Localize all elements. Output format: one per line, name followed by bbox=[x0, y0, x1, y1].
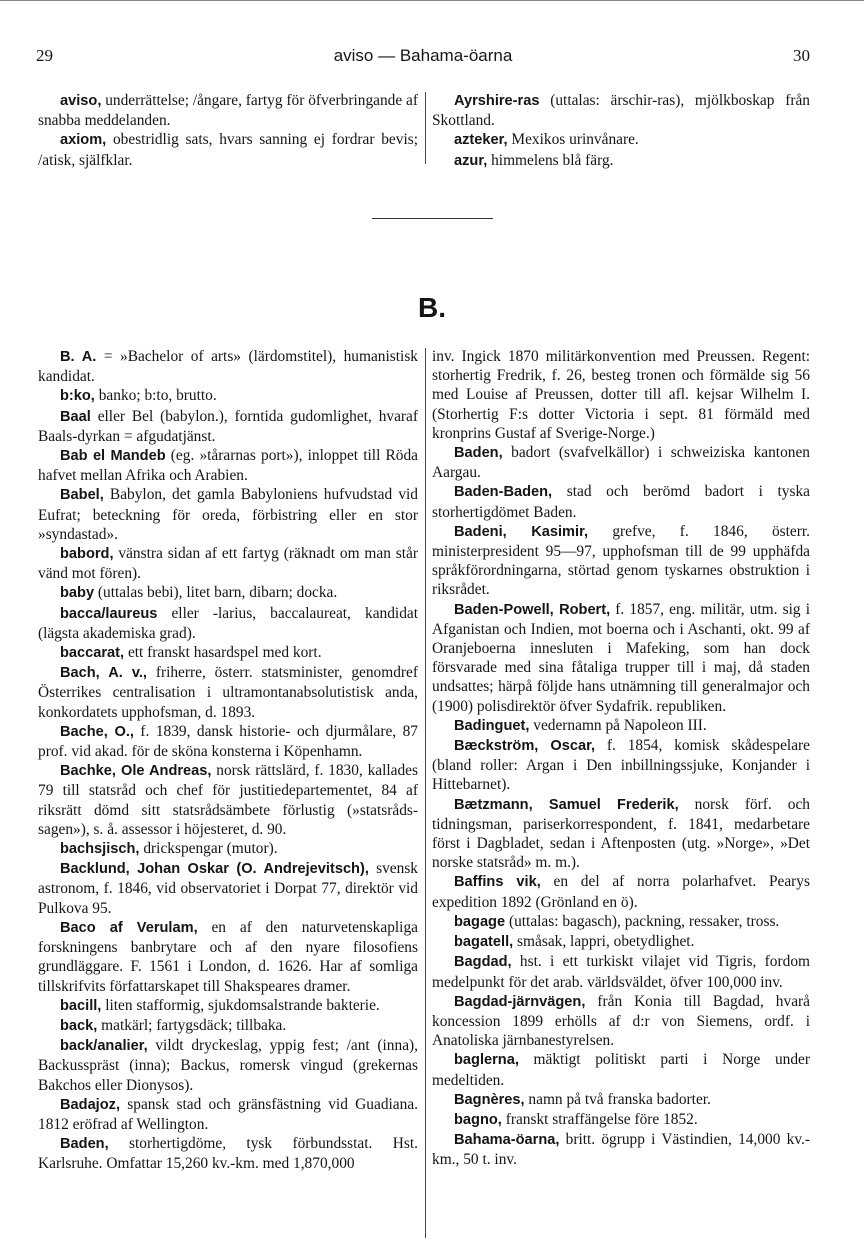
entry-definition: badort (svafvelkällor) i schweiziska kantonen Aargau. bbox=[432, 444, 810, 482]
entry-headword: Ayrshire-ras bbox=[454, 93, 540, 109]
entry-headword: bagage bbox=[454, 913, 506, 930]
dictionary-entry bbox=[432, 716, 810, 736]
entry-definition: underrättelse; /ångare, fartyg för öfverbringande af snabba meddelanden. bbox=[38, 92, 419, 130]
entry-headword: baglerna, bbox=[454, 1052, 519, 1069]
entry-definition: obestridlig sats, hvars sanning ej fordrar bevis; /atisk, själfklar. bbox=[38, 131, 418, 169]
dictionary-entry bbox=[38, 1095, 418, 1134]
entry-headword: Bætzmann, Samuel Frederik, bbox=[454, 796, 679, 813]
entry-headword: Baffins vik, bbox=[454, 874, 541, 891]
dictionary-entry bbox=[38, 663, 418, 722]
dictionary-entry bbox=[432, 91, 810, 130]
entry-headword: back, bbox=[60, 1017, 98, 1034]
entry-definition: norsk förf. och tidningsman, pariserkorrespondent, f. 1841, medarbetare först i Dagbladet, sedan i Aftenposten (utg. »Norge», »Det norske statsråd» m. m.). bbox=[432, 795, 810, 872]
entry-definition: en del af norra polarhafvet. Pearys expedition 1892 (Grönland en ö). bbox=[432, 873, 810, 911]
entry-definition: eller Bel (babylon.), forntida gudomlighet, hvaraf Baals-dyrkan = afgudatjänst. bbox=[38, 407, 418, 445]
entry-headword: bacca/laureus bbox=[60, 605, 158, 622]
entry-definition: (uttalas: bagasch), packning, ressaker, tross. bbox=[505, 912, 780, 930]
entry-headword: azteker, bbox=[454, 132, 508, 149]
entry-definition: banko; b:to, brutto. bbox=[94, 387, 217, 405]
dictionary-entry bbox=[432, 992, 810, 1051]
entry-definition: spansk stad och gränsfästning vid Guadiana. 1812 eröfrad af Wellington. bbox=[38, 1095, 418, 1133]
entry-definition: f. 1854, komisk skådespelare (bland roller: Argan i Den inbillningssjuke, Konjander i Hittebarnet). bbox=[432, 737, 810, 794]
entry-headword: Badeni, Kasimir, bbox=[454, 523, 589, 540]
dictionary-entry bbox=[432, 130, 810, 150]
entry-headword: axiom, bbox=[60, 132, 107, 149]
entry-headword: Babel, bbox=[60, 487, 104, 504]
entry-headword: b:ko, bbox=[60, 388, 95, 405]
dictionary-entry bbox=[432, 795, 810, 873]
entry-headword: Baden-Baden, bbox=[454, 484, 553, 501]
entry-definition: franskt straffängelse före 1852. bbox=[501, 1110, 698, 1128]
entry-headword: bagatell, bbox=[454, 934, 514, 951]
dictionary-entry bbox=[432, 872, 810, 911]
entry-definition: inv. Ingick 1870 militärkonvention med Preussen. Regent: storhertig Fredrik, f. 26, besteg tronen och förmälde sig 56 med Louise af Preussen, dotter till afl. kejsar Wilhelm I. (Storhertig F:s dotter Victoria i sept. 81 förmäld med kronprins Gustaf af Sverige-Norge.) bbox=[432, 348, 810, 442]
entry-headword: aviso, bbox=[60, 93, 102, 109]
entry-definition: mäktigt politiskt parti i Norge under medeltiden. bbox=[432, 1051, 810, 1089]
page-number-left: 29 bbox=[36, 46, 53, 65]
main-right-column bbox=[432, 347, 810, 1170]
dictionary-entry bbox=[38, 604, 418, 643]
dictionary-entry bbox=[38, 446, 418, 485]
dictionary-entry bbox=[432, 522, 810, 600]
entry-definition: vildt dryckeslag, yppig fest; /ant (inna), Backusspräst (inna); Backus, romersk vingud (grekernas Bakchos eller Dionysos). bbox=[38, 1037, 418, 1094]
dictionary-entry bbox=[432, 1050, 810, 1089]
dictionary-entry bbox=[38, 918, 418, 996]
dictionary-entry bbox=[38, 1134, 418, 1173]
entry-headword: Badajoz, bbox=[60, 1096, 121, 1113]
entry-definition: namn på två franska badorter. bbox=[524, 1090, 711, 1108]
entry-headword: B. A. bbox=[60, 349, 97, 365]
dictionary-entry bbox=[38, 1036, 418, 1095]
dictionary-entry bbox=[38, 91, 418, 130]
column-divider-main bbox=[425, 348, 426, 1238]
dictionary-entry bbox=[432, 151, 810, 171]
entry-definition: (eg. »tårarnas port»), inloppet till Röda hafvet mellan Afrika och Arabien. bbox=[38, 447, 419, 485]
entry-headword: baby bbox=[60, 585, 95, 602]
entry-definition: = »Bachelor of arts» (lärdomstitel), humanistisk kandidat. bbox=[38, 348, 418, 386]
top-right-column bbox=[432, 91, 810, 171]
entry-definition: britt. ögrupp i Västindien, 14,000 kv.-km., 50 t. inv. bbox=[432, 1131, 810, 1169]
entry-headword: bacill, bbox=[60, 997, 102, 1014]
dictionary-entry bbox=[38, 485, 418, 544]
entry-definition: Babylon, det gamla Babyloniens hufvudstad vid Eufrat; beteckning för oreda, förbistring eller en stor »syndastad». bbox=[38, 486, 418, 543]
entry-headword: Baden, bbox=[60, 1136, 109, 1153]
dictionary-entry bbox=[38, 386, 418, 406]
entry-definition: hst. i ett turkiskt vilajet vid Tigris, fordom medelpunkt för det arab. världsväldet, öfver 100,000 inv. bbox=[432, 953, 810, 991]
entry-headword: azur, bbox=[454, 152, 488, 169]
dictionary-entry bbox=[38, 347, 418, 386]
entry-definition: liten stafformig, sjukdomsalstrande bakterie. bbox=[101, 996, 380, 1014]
entry-definition: eller -larius, baccalaureat, kandidat (lägsta akademiska grad). bbox=[38, 604, 418, 642]
entry-headword: baccarat, bbox=[60, 645, 125, 662]
dictionary-entry bbox=[432, 443, 810, 482]
dictionary-entry bbox=[432, 1110, 810, 1130]
entry-definition: storhertigdöme, tysk förbundsstat. Hst. Karlsruhe. Omfattar 15,260 kv.-km. med 1,870,000 bbox=[38, 1135, 418, 1173]
entry-definition: stad och berömd badort i tyska storhertigdömet Baden. bbox=[432, 483, 810, 521]
entry-definition: (uttalas: ärschir-ras), mjölkboskap från Skottland. bbox=[432, 92, 810, 130]
dictionary-entry bbox=[432, 736, 810, 795]
entry-definition: f. 1857, eng. militär, utm. sig i Afganistan och Indien, mot boerna och i Aschanti, okt. 99 af Oranjeboerna innesluten i Mafeking, som han dock försvarade med sina fåtaliga trupper till i maj, då staden undsattes; härpå följde hans utnämning till generalmajor och (1900) polisdirektör öfver Sydafrik. republiken. bbox=[432, 600, 810, 715]
entry-headword: babord, bbox=[60, 546, 114, 563]
entry-headword: Bab el Mandeb bbox=[60, 448, 166, 465]
entry-definition: friherre, österr. statsminister, genomdref Österrikes centralisation i ultramontanabsolutistisk anda, konkordatets upphofsman, d. 1893. bbox=[38, 664, 418, 721]
entry-definition: från Konia till Bagdad, hvarå koncession 1899 erhölls af d:r von Siemens, ordf. i Anatoliska järnbanestyrelsen. bbox=[432, 992, 810, 1050]
dictionary-entry bbox=[38, 722, 418, 761]
entry-definition: vedernamn på Napoleon III. bbox=[529, 716, 707, 734]
main-left-column bbox=[38, 347, 418, 1174]
dictionary-entry bbox=[432, 1090, 810, 1110]
entry-headword: Backlund, Johan Oskar (O. Andrejevitsch), bbox=[60, 861, 369, 878]
dictionary-entry bbox=[432, 600, 810, 716]
entry-headword: Bagdad, bbox=[454, 954, 512, 971]
dictionary-entry bbox=[38, 859, 418, 918]
page-header bbox=[36, 46, 810, 72]
entry-definition: ett franskt hasardspel med kort. bbox=[124, 644, 322, 662]
column-divider-top bbox=[425, 92, 426, 164]
entry-headword: Badinguet, bbox=[454, 717, 530, 734]
dictionary-entry bbox=[432, 482, 810, 521]
entry-definition: (uttalas bebi), litet barn, dibarn; docka. bbox=[94, 584, 338, 602]
dictionary-entry bbox=[38, 1016, 418, 1036]
dictionary-entry bbox=[432, 952, 810, 991]
dictionary-entry bbox=[38, 996, 418, 1016]
dictionary-entry bbox=[38, 407, 418, 446]
entry-headword: back/analier, bbox=[60, 1038, 148, 1055]
entry-headword: Baal bbox=[60, 408, 91, 425]
section-heading: B. bbox=[418, 292, 446, 323]
entry-definition: f. 1839, dansk historie- och djurmålare, 87 prof. vid akad. för de sköna konsterna i Köpenhamn. bbox=[38, 722, 418, 761]
entry-definition: norsk rättslärd, f. 1830, kallades 79 till statsråd och chef för justitiedepartementet, 84 af riksrätt dömd sitt statsrådsämbete förlustig (»statsråds-sagen»), s. å. assessor i höjesteret, d. 90. bbox=[38, 762, 419, 838]
entry-definition: en af den naturvetenskapliga forskningens banbrytare och af den nyare filosofiens grundläggare. F. 1561 i London, d. 1626. Har af somliga tillskrifvits författarskapet till Shakspeares dramer. bbox=[38, 918, 418, 995]
entry-headword: Baco af Verulam, bbox=[60, 919, 198, 936]
entry-headword: Bache, O., bbox=[60, 723, 134, 740]
entry-definition: matkärl; fartygsdäck; tillbaka. bbox=[97, 1016, 287, 1034]
dictionary-entry bbox=[432, 912, 810, 932]
dictionary-entry bbox=[432, 1130, 810, 1169]
dictionary-entry bbox=[38, 761, 418, 839]
entry-definition: himmelens blå färg. bbox=[487, 151, 614, 169]
entry-headword: Bahama-öarna, bbox=[454, 1132, 560, 1149]
running-head: aviso — Bahama-öarna bbox=[333, 46, 513, 65]
entry-definition: Mexikos urinvånare. bbox=[507, 131, 639, 149]
dictionary-entry bbox=[432, 932, 810, 952]
entry-headword: Bach, A. v., bbox=[60, 665, 147, 682]
entry-definition: vänstra sidan af ett fartyg (räknadt om man står vänd mot fören). bbox=[38, 545, 418, 583]
dictionary-entry bbox=[432, 347, 810, 443]
dictionary-entry bbox=[38, 583, 418, 603]
entry-definition: småsak, lappri, obetydlighet. bbox=[513, 933, 695, 951]
entry-headword: Bagdad-järnvägen, bbox=[454, 993, 586, 1010]
dictionary-entry bbox=[38, 130, 418, 169]
top-left-column bbox=[38, 91, 418, 170]
dictionary-entry bbox=[38, 544, 418, 583]
entry-headword: bachsjisch, bbox=[60, 841, 140, 858]
page-number-right: 30 bbox=[793, 46, 810, 65]
entry-headword: Baden-Powell, Robert, bbox=[454, 601, 611, 618]
entry-headword: Bachke, Ole Andreas, bbox=[60, 763, 212, 780]
dictionary-entry bbox=[38, 839, 418, 859]
entry-definition: grefve, f. 1846, österr. ministerpresident 95—97, upphofsman till de 99 upphäfda språkförordningarna, störtad genom tyskarnes obstruktion i riksrådet. bbox=[432, 522, 810, 599]
page-top-edge bbox=[0, 0, 864, 1]
section-divider bbox=[372, 218, 493, 219]
entry-headword: Bæckström, Oscar, bbox=[454, 738, 596, 755]
entry-headword: Bagnères, bbox=[454, 1091, 525, 1108]
entry-definition: svensk astronom, f. 1846, vid observatoriet i Dorpat 77, direktör vid Pulkova 95. bbox=[38, 860, 419, 917]
entry-definition: drickspengar (mutor). bbox=[139, 840, 278, 858]
dictionary-entry bbox=[38, 643, 418, 663]
entry-headword: bagno, bbox=[454, 1111, 502, 1128]
entry-headword: Baden, bbox=[454, 445, 503, 462]
